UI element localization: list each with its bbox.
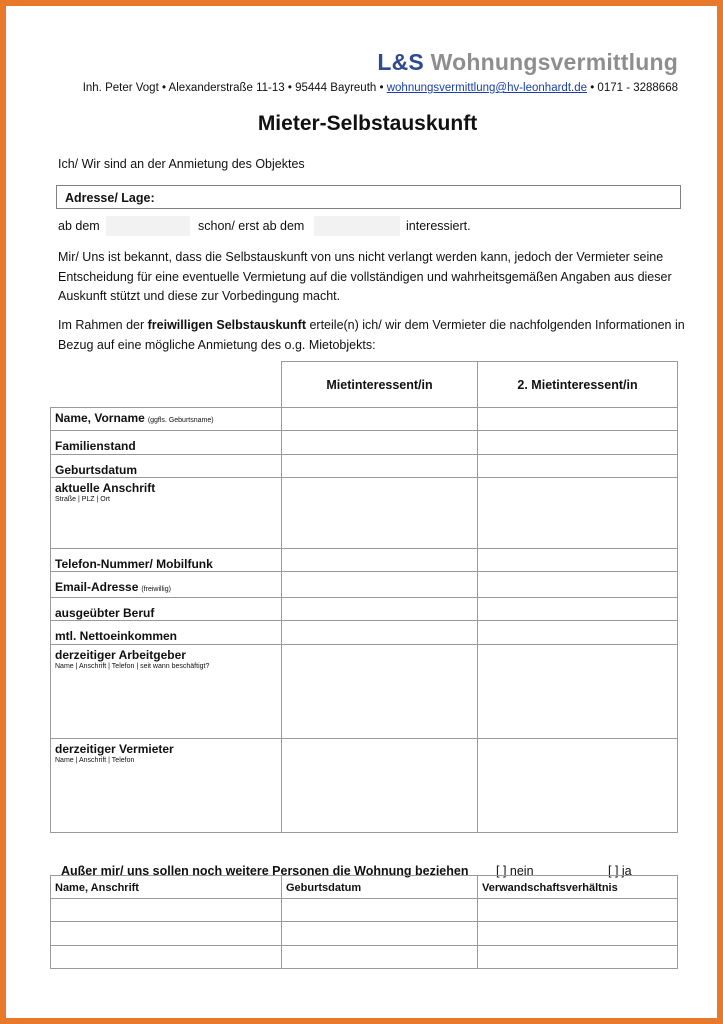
tenant-info-table	[50, 361, 678, 833]
input-cell-vermieter-1[interactable]	[282, 739, 478, 833]
row-label-anschrift	[51, 478, 282, 549]
input-cell-beruf-1[interactable]	[282, 598, 478, 621]
brand-name: Wohnungsvermittlung	[430, 49, 678, 75]
input-cell-name-1[interactable]	[282, 408, 478, 431]
start-date-field[interactable]	[106, 216, 190, 236]
row-label-vermieter-sub: Name | Anschrift | Telefon	[55, 757, 135, 764]
input-cell-beruf-2[interactable]	[478, 598, 678, 621]
input-cell-geburtsdatum-1[interactable]	[282, 455, 478, 478]
persons-header-row	[51, 876, 678, 899]
input-cell-anschrift-2[interactable]	[478, 478, 678, 549]
row-label-email-sub: (freiwillig)	[141, 586, 171, 593]
table-row	[51, 946, 678, 969]
persons-table	[50, 875, 678, 969]
email-link[interactable]: wohnungsvermittlung@hv-leonhardt.de	[386, 82, 587, 94]
input-cell-telefon-1[interactable]	[282, 549, 478, 572]
checkbox-no[interactable]: [ ] nein	[496, 864, 534, 878]
persons-cell[interactable]	[478, 922, 678, 946]
contact-prefix: Inh. Peter Vogt • Alexanderstraße 11-13 • 95444 Bayreuth •	[82, 82, 384, 94]
table-row	[51, 478, 678, 549]
persons-cell[interactable]	[51, 899, 282, 922]
row-label-einkommen: mtl. Nettoeinkommen	[51, 621, 282, 645]
input-cell-einkommen-2[interactable]	[478, 621, 678, 645]
table-row	[51, 645, 678, 739]
persons-cell[interactable]	[51, 946, 282, 969]
persons-cell[interactable]	[282, 922, 478, 946]
table-header-row	[51, 362, 678, 408]
table-row	[51, 572, 678, 598]
persons-cell[interactable]	[282, 899, 478, 922]
table-row	[51, 899, 678, 922]
row-label-vermieter-text: derzeitiger Vermieter	[55, 742, 174, 756]
table-row	[51, 549, 678, 572]
header-empty-cell	[51, 362, 282, 408]
persons-cell[interactable]	[282, 946, 478, 969]
checkbox-yes[interactable]: [ ] ja	[608, 864, 632, 878]
document-title: Mieter-Selbstauskunft	[257, 112, 478, 135]
row-label-email	[51, 572, 282, 598]
row-label-arbeitgeber-text: derzeitiger Arbeitgeber	[55, 648, 186, 662]
input-cell-familienstand-2[interactable]	[478, 431, 678, 455]
row-label-arbeitgeber	[51, 645, 282, 739]
persons-cell[interactable]	[51, 922, 282, 946]
input-cell-vermieter-2[interactable]	[478, 739, 678, 833]
header-tenant-2: 2. Mietinteressent/in	[478, 362, 678, 408]
table-row	[51, 922, 678, 946]
input-cell-name-2[interactable]	[478, 408, 678, 431]
row-label-email-text: Email-Adresse	[55, 580, 139, 594]
persons-header-birthdate: Geburtsdatum	[282, 876, 478, 899]
additional-persons-heading: Außer mir/ uns sollen noch weitere Personen die Wohnung beziehen	[61, 864, 469, 878]
input-cell-email-2[interactable]	[478, 572, 678, 598]
table-row	[51, 621, 678, 645]
persons-cell[interactable]	[478, 899, 678, 922]
header-tenant-1: Mietinteressent/in	[282, 362, 478, 408]
consent-paragraph	[58, 316, 688, 355]
row-label-beruf: ausgeübter Beruf	[51, 598, 282, 621]
input-cell-telefon-2[interactable]	[478, 549, 678, 572]
disclosure-paragraph: Mir/ Uns ist bekannt, dass die Selbstauskunft von uns nicht verlangt werden kann, jedoch der Vermieter seine Entscheidung für eine eventuelle Vermietung auf die vollständigen und wahrheitsgemäßen Angaben aus dieser Auskunft stützt und diese zur Vorbedingung macht.	[58, 250, 672, 303]
input-cell-anschrift-1[interactable]	[282, 478, 478, 549]
persons-cell[interactable]	[478, 946, 678, 969]
phone-number: • 0171 - 3288668	[590, 82, 678, 94]
later-date-field[interactable]	[314, 216, 400, 236]
row-label-arbeitgeber-sub: Name | Anschrift | Telefon | seit wann beschäftigt?	[55, 663, 210, 670]
row-label-telefon: Telefon-Nummer/ Mobilfunk	[51, 549, 282, 572]
row-label-anschrift-sub: Straße | PLZ | Ort	[55, 496, 110, 503]
table-row	[51, 455, 678, 478]
row-label-vermieter	[51, 739, 282, 833]
persons-header-name: Name, Anschrift	[51, 876, 282, 899]
persons-header-relation: Verwandschaftsverhältnis	[478, 876, 678, 899]
intro-text: Ich/ Wir sind an der Anmietung des Objektes	[58, 157, 305, 171]
row-label-familienstand: Familienstand	[51, 431, 282, 455]
input-cell-arbeitgeber-2[interactable]	[478, 645, 678, 739]
interessiert-label: interessiert.	[406, 219, 471, 233]
row-label-anschrift-text: aktuelle Anschrift	[55, 481, 156, 495]
table-row	[51, 739, 678, 833]
consent-text-bold: freiwilligen Selbstauskunft	[147, 318, 306, 332]
consent-text-start: Im Rahmen der	[58, 318, 148, 332]
input-cell-email-1[interactable]	[282, 572, 478, 598]
row-label-name	[51, 408, 282, 431]
input-cell-familienstand-1[interactable]	[282, 431, 478, 455]
row-label-name-sub: (ggfls. Geburtsname)	[147, 417, 214, 424]
ab-dem-label: ab dem	[58, 219, 100, 233]
input-cell-arbeitgeber-1[interactable]	[282, 645, 478, 739]
input-cell-einkommen-1[interactable]	[282, 621, 478, 645]
brand-initials: L&S	[377, 49, 424, 75]
address-field[interactable]	[56, 185, 681, 209]
row-label-name-text: Name, Vorname	[55, 411, 145, 425]
table-row	[51, 431, 678, 455]
consent-text-end: erteile(n) ich/ wir dem Vermieter die nachfolgenden Informationen in Bezug auf eine mögliche Anmietung des o.g. Mietobjekts:	[58, 318, 685, 352]
table-row	[51, 408, 678, 431]
row-label-geburtsdatum: Geburtsdatum	[51, 455, 282, 478]
table-row	[51, 598, 678, 621]
address-label: Adresse/ Lage:	[65, 191, 155, 205]
contact-line	[46, 82, 678, 94]
input-cell-geburtsdatum-2[interactable]	[478, 455, 678, 478]
schon-label: schon/ erst ab dem	[198, 219, 305, 233]
company-logo-text	[306, 49, 678, 76]
